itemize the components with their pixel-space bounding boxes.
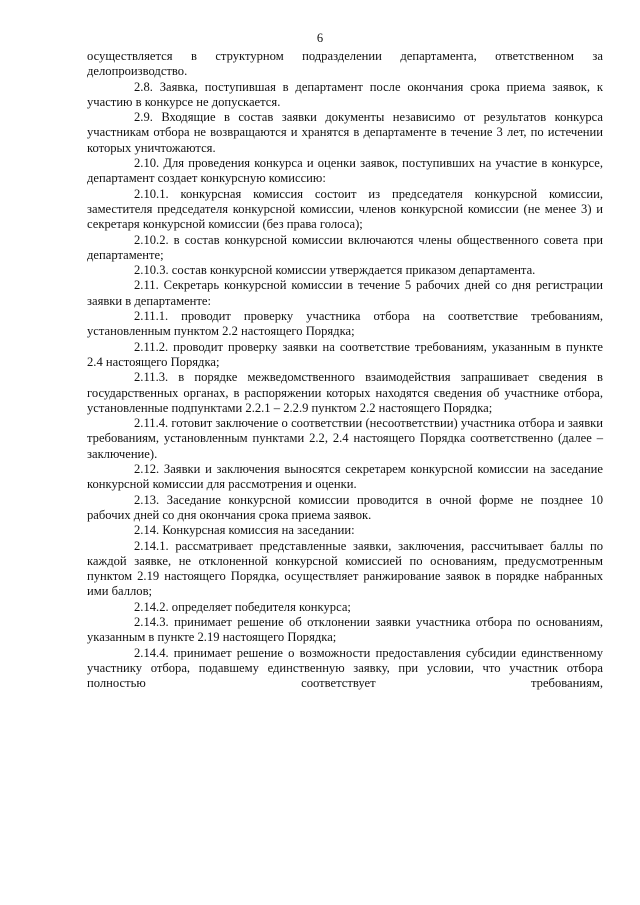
paragraph: 2.14.3. принимает решение об отклонении заявки участника отбора по основаниям, указанным в пункте 2.19 настоящего Порядка; — [87, 614, 603, 645]
paragraph: 2.14.4. принимает решение о возможности предоставления субсидии единственному участнику отбора, подавшему единственную заявку, при условии, что участник отбора полностью соответствует требованиям, — [87, 645, 603, 691]
paragraph: 2.12. Заявки и заключения выносятся секретарем конкурсной комиссии на заседание конкурсной комиссии для рассмотрения и оценки. — [87, 462, 603, 492]
paragraph: 2.11.3. в порядке межведомственного взаимодействия запрашивает сведения в государственных органах, в распоряжении которых находятся сведения об участнике отбора, установленные подпунктами 2.2.1 – 2.2.9 пунктом 2.2 настоящего Порядка; — [87, 370, 603, 415]
paragraph: осуществляется в структурном подразделении департамента, ответственном за делопроизводство. — [87, 49, 603, 79]
page-number: 6 — [316, 31, 324, 45]
paragraph: 2.10. Для проведения конкурса и оценки заявок, поступивших на участие в конкурсе, департамент создает конкурсную комиссию: — [87, 156, 603, 186]
paragraph: 2.11. Секретарь конкурсной комиссии в течение 5 рабочих дней со дня регистрации заявки в департаменте: — [87, 278, 603, 308]
paragraph: 2.13. Заседание конкурсной комиссии проводится в очной форме не позднее 10 рабочих дней со дня окончания срока приема заявок. — [87, 492, 603, 522]
paragraph: 2.9. Входящие в состав заявки документы независимо от результатов конкурса участникам отбора не возвращаются и хранятся в департаменте в течение 3 лет, по истечении которых уничтожаются. — [87, 110, 603, 155]
paragraph: 2.10.2. в состав конкурсной комиссии включаются члены общественного совета при департаменте; — [87, 232, 603, 262]
paragraph: 2.14.1. рассматривает представленные заявки, заключения, рассчитывает баллы по каждой заявке, не отклоненной конкурсной комиссией по основаниям, предусмотренным пунктом 2.19 настоящего Порядка, осуществляет ранжирование заявок в порядке набранных ими баллов; — [87, 538, 603, 599]
paragraph: 2.11.1. проводит проверку участника отбора на соответствие требованиям, установленным пунктом 2.2 настоящего Порядка; — [87, 309, 603, 339]
paragraph: 2.8. Заявка, поступившая в департамент после окончания срока приема заявок, к участию в конкурсе не допускается. — [87, 79, 603, 109]
document-body — [87, 49, 603, 691]
paragraph: 2.14. Конкурсная комиссия на заседании: — [134, 523, 355, 538]
paragraph: 2.11.4. готовит заключение о соответствии (несоответствии) участника отбора и заявки требованиям, установленным пунктами 2.2, 2.4 настоящего Порядка соответственно (далее – заключение). — [87, 416, 603, 461]
paragraph: 2.11.2. проводит проверку заявки на соответствие требованиям, указанным в пункте 2.4 настоящего Порядка; — [87, 339, 603, 369]
paragraph: 2.14.2. определяет победителя конкурса; — [134, 599, 351, 614]
paragraph: 2.10.3. состав конкурсной комиссии утверждается приказом департамента. — [134, 263, 536, 278]
paragraph: 2.10.1. конкурсная комиссия состоит из председателя конкурсной комиссии, заместителя председателя конкурсной комиссии, членов конкурсной комиссии (не менее 3) и секретаря конкурсной комиссии (без права голоса); — [87, 186, 603, 232]
